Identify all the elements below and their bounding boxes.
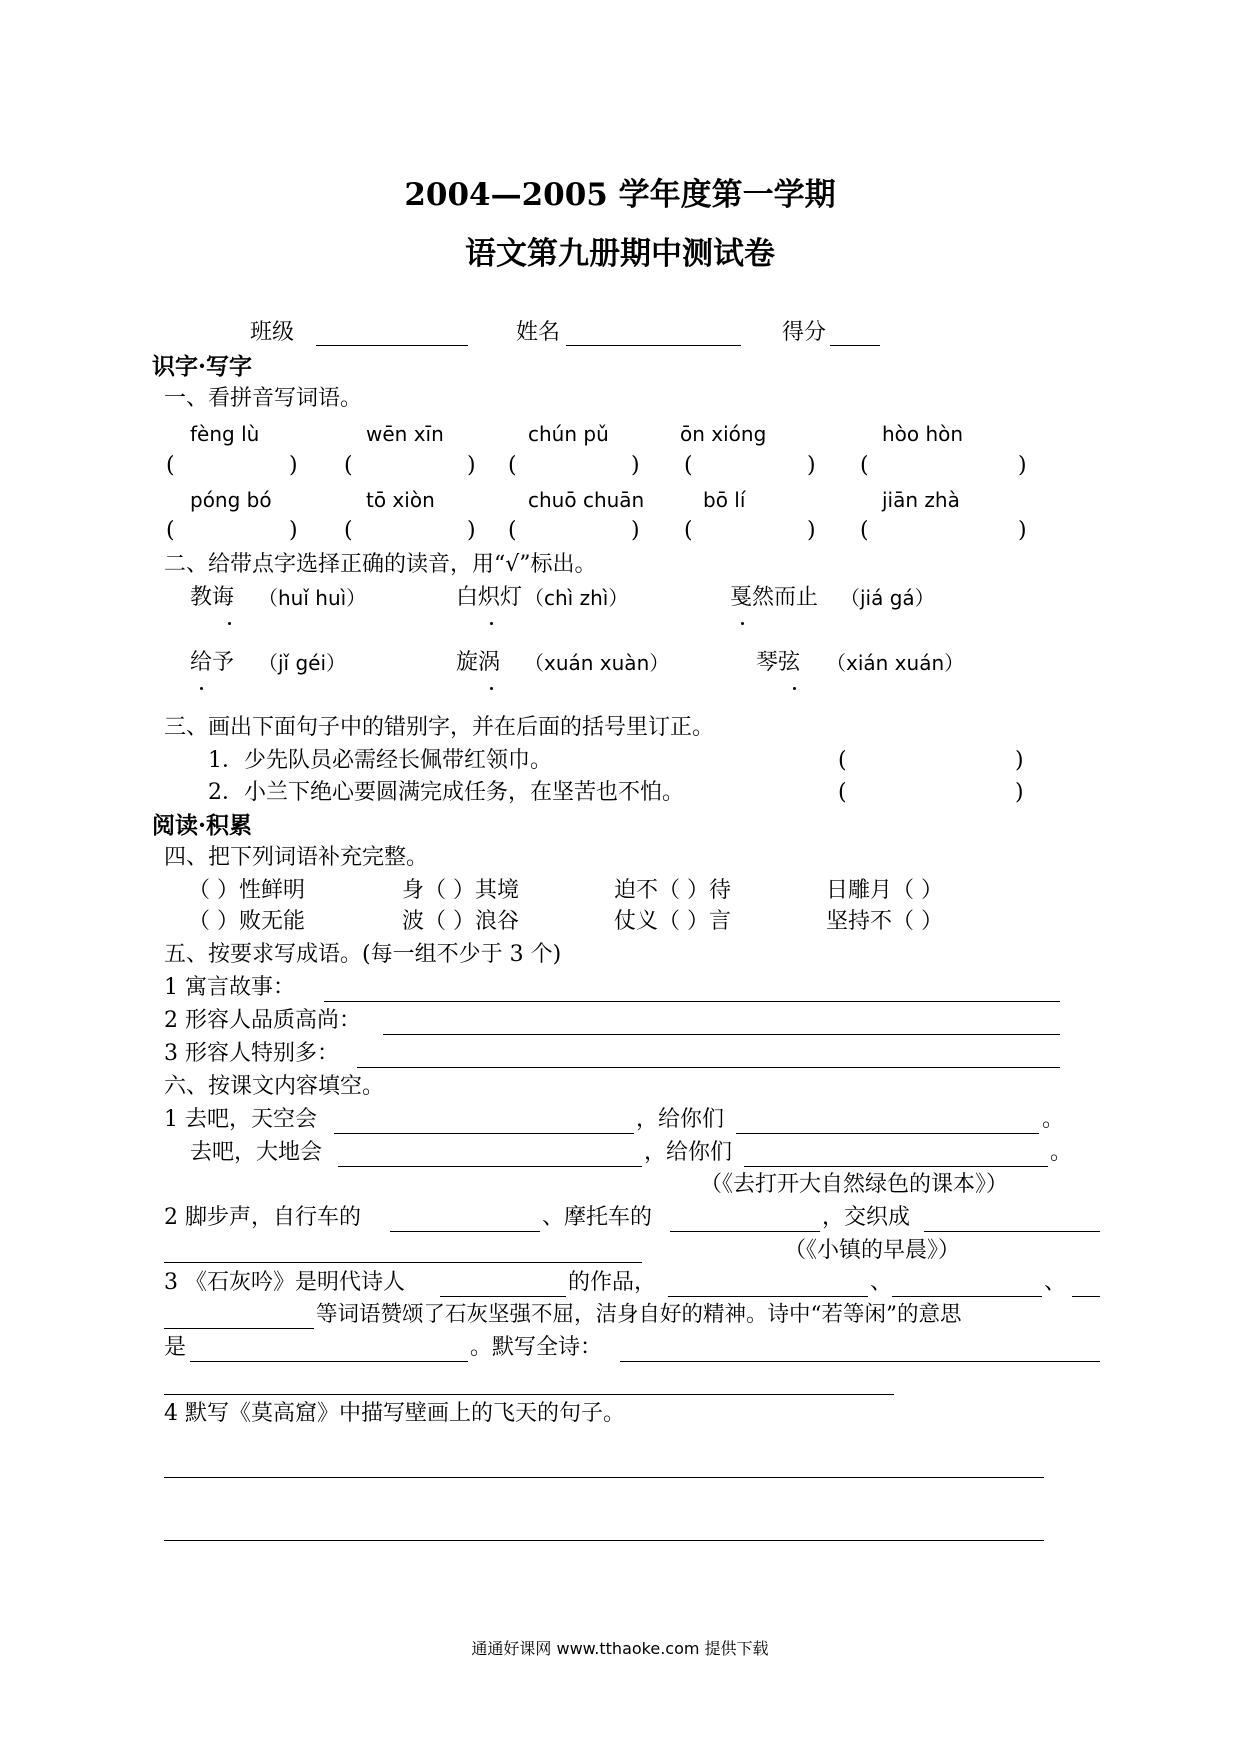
q6-text: 是 [164,1335,187,1360]
paren-open: ( [508,518,517,543]
q6-blank[interactable] [338,1166,642,1167]
q2-word: 旋涡 [456,650,501,675]
q4-item: 波（ ）浪谷 [402,909,519,934]
q2-heading: 二、给带点字选择正确的读音，用“√”标出。 [164,552,597,577]
q6-text: 。默写全诗： [470,1335,603,1360]
q4-item: 日雕月（ ） [826,878,943,903]
q6-text: 的作品， [568,1270,657,1295]
q6-blank[interactable] [334,1133,634,1134]
q3-heading: 三、画出下面句子中的错别字，并在后面的括号里订正。 [164,715,715,740]
page-subtitle: 语文第九册期中测试卷 [465,236,775,272]
paren-close: ) [467,518,476,543]
q6-answer-line[interactable] [164,1540,1044,1541]
q6-text: 3 《石灰吟》是明代诗人 [164,1270,405,1295]
q6-text: 、摩托车的 [542,1205,653,1230]
class-label: 班级 [250,320,295,345]
class-field[interactable] [316,345,468,346]
name-label: 姓名 [516,320,561,345]
paren-open: ( [838,780,847,805]
section-heading-literacy: 识字·写字 [152,353,253,380]
q5-item-1: 1 寓言故事： [164,975,295,1000]
emphasis-dot [200,687,203,690]
paren-open: ( [860,453,869,478]
paren-close: ) [1015,780,1024,805]
paren-close: ) [289,453,298,478]
q6-heading: 六、按课文内容填空。 [164,1074,385,1099]
q4-item: 身（ ）其境 [402,878,519,903]
score-label: 得分 [782,320,827,345]
q6-blank[interactable] [736,1133,1039,1134]
paren-close: ) [1018,518,1027,543]
emphasis-dot [228,622,231,625]
paren-close: ) [1018,453,1027,478]
q6-text: 、 [1044,1270,1067,1295]
q3-item-2: 2．小兰下绝心要圆满完成任务，在坚苦也不怕。 [208,780,684,805]
q6-text: 去吧，大地会 [190,1140,323,1165]
q6-text: ，给你们 [636,1107,725,1132]
q2-word: 教诲 [190,585,235,610]
q1-heading: 一、看拼音写词语。 [164,386,363,411]
paren-close: ) [807,453,816,478]
q5-heading: 五、按要求写成语。(每一组不少于 3 个) [164,942,562,967]
q4-item: 仗义（ ）言 [614,909,731,934]
pinyin: ōn xióng [680,422,767,446]
paren-open: ( [166,453,175,478]
q6-blank[interactable] [924,1231,1100,1232]
emphasis-dot [490,687,493,690]
q2-options: （jǐ géi） [258,651,347,675]
q2-word: 白炽灯 [456,585,523,610]
q4-item: （ ）性鲜明 [188,878,305,903]
q6-blank[interactable] [892,1296,1042,1297]
q4-item: （ ）败无能 [188,909,305,934]
q6-blank[interactable] [668,1296,868,1297]
emphasis-dot [490,622,493,625]
q6-text: 2 脚步声，自行车的 [164,1205,361,1230]
paren-open: ( [508,453,517,478]
q6-text: 。 [1050,1140,1073,1165]
q6-blank[interactable] [164,1262,642,1263]
q6-text: 1 去吧，天空会 [164,1107,317,1132]
q6-text: ，交织成 [822,1205,911,1230]
q6-text: 4 默写《莫高窟》中描写壁画上的飞天的句子。 [164,1401,625,1426]
q4-heading: 四、把下列词语补充完整。 [164,845,429,870]
paren-close: ) [1015,748,1024,773]
q6-source-2: （《小镇的早晨》） [784,1238,961,1263]
paren-close: ) [631,518,640,543]
q6-blank[interactable] [190,1361,468,1362]
q5-answer-line-3[interactable] [357,1067,1060,1068]
name-field[interactable] [566,345,741,346]
paren-open: ( [684,518,693,543]
q6-source-1: （《去打开大自然绿色的课本》） [700,1172,1009,1197]
q3-item-1: 1．少先队员必需经长佩带红领巾。 [208,748,552,773]
q6-text: 。 [1042,1107,1065,1132]
pinyin: wēn xīn [366,422,444,446]
pinyin: jiān zhà [882,488,960,512]
paren-open: ( [344,453,353,478]
q5-item-2: 2 形容人品质高尚： [164,1008,361,1033]
paren-open: ( [166,518,175,543]
q2-word: 给予 [190,650,235,675]
q6-blank[interactable] [1072,1296,1100,1297]
paren-open: ( [684,453,693,478]
q2-options: （jiá gá） [840,586,935,610]
q2-options: （xián xuán） [826,651,965,675]
q4-item: 迫不（ ）待 [614,878,731,903]
paren-open: ( [860,518,869,543]
pinyin: fèng lù [190,422,260,446]
q6-text: 、 [870,1270,893,1295]
pinyin: bō lí [703,488,746,512]
q6-blank[interactable] [164,1328,314,1329]
paren-close: ) [289,518,298,543]
q6-blank[interactable] [390,1231,540,1232]
pinyin: hòo hòn [882,422,964,446]
paren-close: ) [631,453,640,478]
q6-answer-line[interactable] [164,1477,1044,1478]
footer-credit: 通通好课网 www.tthaoke.com 提供下载 [471,1639,769,1658]
q6-blank[interactable] [620,1361,1100,1362]
q5-answer-line-2[interactable] [383,1034,1060,1035]
q2-options: （xuán xuàn） [524,651,670,675]
paren-open: ( [838,748,847,773]
q2-word: 琴弦 [756,650,801,675]
pinyin: póng bó [190,488,272,512]
score-field[interactable] [830,345,880,346]
emphasis-dot [741,622,744,625]
paren-close: ) [807,518,816,543]
q5-item-3: 3 形容人特别多： [164,1041,339,1066]
q6-text: ，给你们 [644,1140,733,1165]
q6-text: 等词语赞颂了石灰坚强不屈，洁身自好的精神。诗中“若等闲”的意思 [316,1302,962,1327]
q2-options: （huǐ huì） [258,586,367,610]
q6-blank[interactable] [744,1166,1048,1167]
emphasis-dot [793,687,796,690]
section-heading-reading: 阅读·积累 [152,812,253,839]
q6-blank[interactable] [164,1394,894,1395]
pinyin: chuō chuān [528,488,645,512]
q6-blank[interactable] [670,1231,820,1232]
pinyin: chún pǔ [528,422,609,446]
q5-answer-line-1[interactable] [324,1001,1060,1002]
q6-blank[interactable] [440,1296,566,1297]
q2-options: （chì zhì） [524,586,629,610]
q2-word: 戛然而止 [730,585,819,610]
paren-open: ( [344,518,353,543]
pinyin: tō xiòn [366,488,435,512]
paren-close: ) [467,453,476,478]
q4-item: 坚持不（ ） [826,909,943,934]
page-title: 2004—2005 学年度第一学期 [404,177,836,213]
